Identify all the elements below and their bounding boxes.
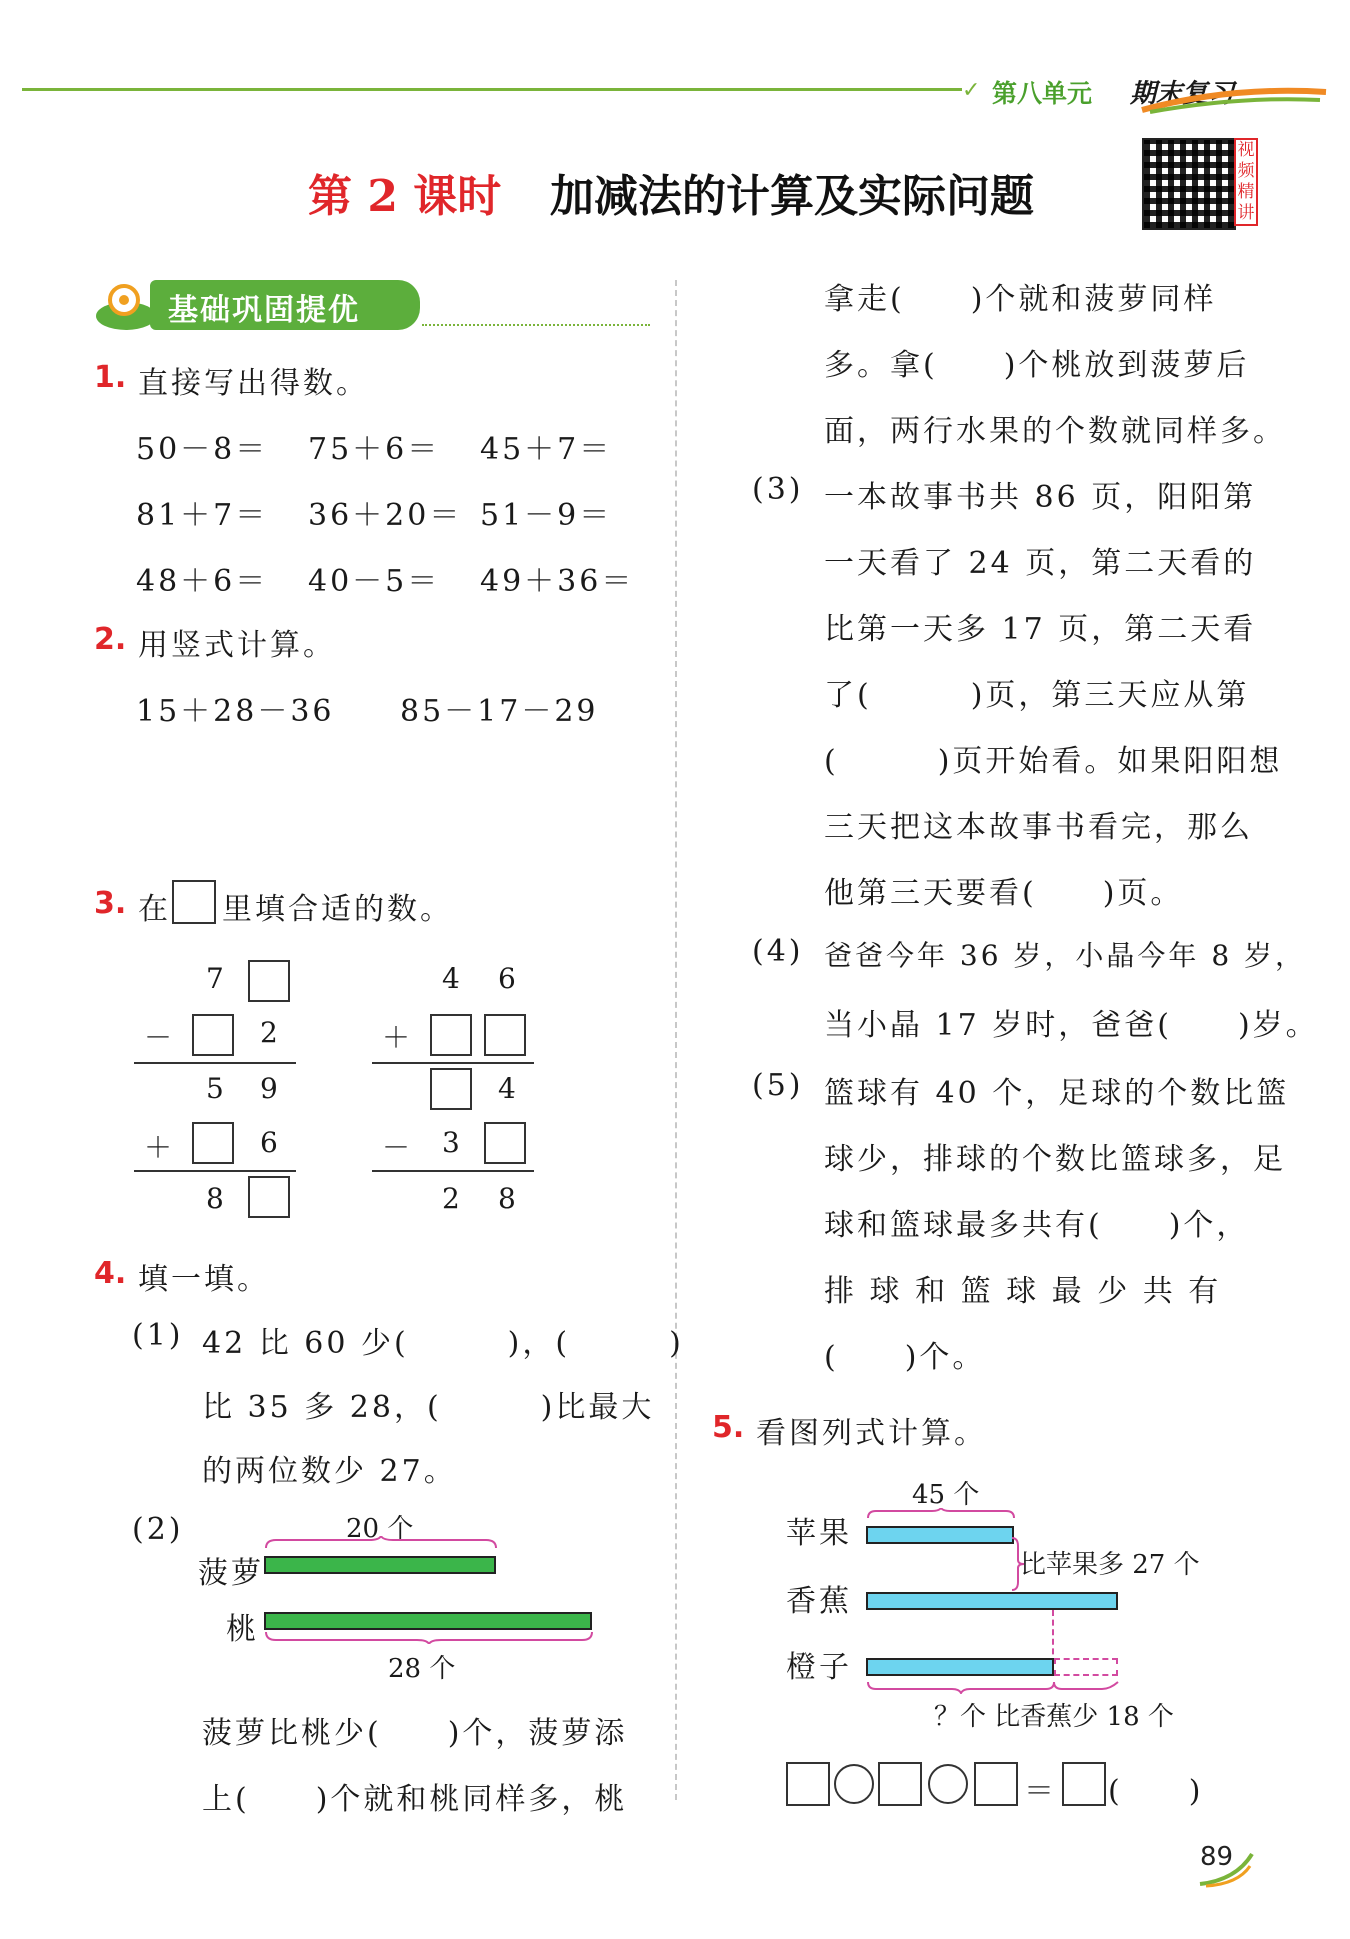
q1-r3c2: 40－5＝ [308,564,441,599]
q4-p5-line2: 球少，排球的个数比篮球多，足 [824,1142,1286,1177]
q4-p2-top-label: 20 个 [346,1514,414,1544]
q3r-r2-box-a[interactable] [430,1014,472,1056]
q4-p2-pineapple-bar [264,1556,496,1574]
q1-number: 1. [94,360,127,395]
q4-p1-line2: 比 35 多 28，( )比最大 [202,1390,655,1425]
q3l-op2: ＋ [144,1131,173,1164]
qr-tag [1234,138,1258,226]
q4-number: 4. [94,1256,127,1291]
q3r-rule-1 [372,1062,534,1064]
q4-p1-line3: 的两位数少 27。 [202,1454,457,1489]
q5-banana-bar [866,1592,1118,1610]
qr-tag-label: 视频精讲 [1237,140,1255,223]
footer-swoosh-icon [1196,1850,1256,1890]
header-swoosh-icon [1140,86,1330,114]
header-rule [22,88,962,91]
q5-top-label: 45 个 [912,1480,980,1510]
q2-prompt: 用竖式计算。 [138,628,336,663]
q5-number: 5. [712,1410,745,1445]
q4-prompt: 填一填。 [138,1262,270,1297]
q4-p5-line5: ( )个。 [824,1340,986,1375]
q4-p4-label: (4) [752,934,804,969]
q1-r3c1: 48＋6＝ [136,564,269,599]
q5-eq-equals: ＝ [1024,1774,1057,1809]
q3r-op1: ＋ [382,1021,411,1054]
q2-expr-2: 85－17－29 [400,694,599,729]
q3-prompt-box [172,880,216,924]
q3l-r5-box[interactable] [248,1176,290,1218]
q5-banana-dash [1052,1610,1054,1664]
q2-number: 2. [94,622,127,657]
q3r-r1-digit-b: 6 [498,962,516,995]
q4-p1-line1: 42 比 60 少( )，( ) [202,1326,684,1361]
q4-p2-line2: 上( )个就和桃同样多，桃 [202,1782,628,1817]
section-dotted-rule [422,324,650,326]
q5-eq-box-4[interactable] [1062,1762,1106,1806]
q4-p2-line4: 多。拿( )个桃放到菠萝后 [824,348,1250,383]
q1-r1c1: 50－8＝ [136,432,269,467]
q4-p4-line2: 当小晶 17 岁时，爸爸( )岁。 [824,1008,1319,1043]
q5-prompt: 看图列式计算。 [756,1416,987,1451]
q5-eq-box-1[interactable] [786,1762,830,1806]
q1-r2c1: 81＋7＝ [136,498,269,533]
q3r-rule-2 [372,1170,534,1172]
q4-p5-label: (5) [752,1068,804,1103]
q5-eq-box-2[interactable] [878,1762,922,1806]
q3l-r1-digit: 7 [206,962,224,995]
q4-p3-line1: 一本故事书共 86 页，阳阳第 [824,480,1257,515]
section-label: 基础巩固提优 [168,293,360,328]
q4-p4-line1: 爸爸今年 36 岁，小晶今年 8 岁， [824,939,1307,972]
q3r-r4-box[interactable] [484,1122,526,1164]
unit-label: 第八单元 [992,79,1093,108]
q3l-r3-digit-a: 5 [206,1072,224,1105]
header-arrow-icon: ✓ [962,78,981,103]
q3r-r4-digit: 3 [442,1126,460,1159]
q5-row1-label: 苹果 [786,1516,852,1551]
q4-p3-line7: 他第三天要看( )页。 [824,876,1184,911]
q3l-rule-2 [134,1170,296,1172]
q4-p3-line2: 一天看了 24 页，第二天看的 [824,546,1257,581]
q4-p3-label: (3) [752,472,804,507]
q4-p2-line5: 面，两行水果的个数就同样多。 [824,414,1286,449]
q3r-r3-digit: 4 [498,1072,516,1105]
q4-p3-line3: 比第一天多 17 页，第二天看 [824,612,1257,647]
q4-p1-label: (1) [132,1318,184,1353]
q3r-r1-digit-a: 4 [442,962,460,995]
q4-p2-bottom-label: 28 个 [388,1654,456,1684]
column-divider [675,280,677,1800]
q2-expr-1: 15＋28－36 [136,694,335,729]
lesson-number: 第 2 课时 [308,171,502,222]
q3-number: 3. [94,886,127,921]
q4-p2-line1: 菠萝比桃少( )个，菠萝添 [202,1716,628,1751]
q4-p3-line4: 了( )页，第三天应从第 [824,678,1250,713]
page-number: 89 [1200,1842,1234,1872]
lesson-title: 加减法的计算及实际问题 [550,171,1034,222]
review-label: 期末复习 [1130,79,1235,109]
q3l-r4-box[interactable] [192,1122,234,1164]
q3l-rule-1 [134,1062,296,1064]
q3r-op2: － [382,1131,411,1164]
q5-eq-circle-2[interactable] [928,1764,968,1804]
q4-p3-line6: 三天把这本故事书看完，那么 [824,810,1253,845]
q5-row2-label: 香蕉 [786,1584,852,1619]
q1-prompt: 直接写出得数。 [138,366,369,401]
q3r-r2-box-b[interactable] [484,1014,526,1056]
q3-prompt-post: 里填合适的数。 [222,892,453,927]
q4-p2-bottom-brace [264,1630,594,1644]
q1-r3c3: 49＋36＝ [480,564,635,599]
q4-p3-line5: ( )页开始看。如果阳阳想 [824,744,1283,779]
q4-p5-line3: 球和篮球最多共有( )个， [824,1208,1250,1243]
q4-p2-top-brace [264,1536,498,1550]
q1-r1c3: 45＋7＝ [480,432,613,467]
q4-p2-row1-label: 菠萝 [198,1556,264,1591]
q4-p2-row2-label: 桃 [226,1612,259,1647]
q5-eq-circle-1[interactable] [834,1764,874,1804]
q5-eq-suffix: ( ) [1108,1774,1204,1809]
q5-row3-label: 橙子 [786,1650,852,1685]
q3l-r4-digit: 6 [260,1126,278,1159]
q5-bottom-brace [866,1680,1122,1694]
q3r-r5-digit-b: 8 [498,1182,516,1215]
q4-p2-peach-bar [264,1612,592,1630]
q3l-r5-digit: 8 [206,1182,224,1215]
q3l-r2-digit: 2 [260,1016,278,1049]
q1-r1c2: 75＋6＝ [308,432,441,467]
q4-p2-label: (2) [132,1512,184,1547]
q1-r2c3: 51－9＝ [480,498,613,533]
qr-code-icon[interactable] [1142,138,1236,230]
q3r-r3-box[interactable] [430,1068,472,1110]
q4-p5-line4: 排 球 和 篮 球 最 少 共 有 [824,1274,1222,1309]
q4-p5-line1: 篮球有 40 个，足球的个数比篮 [824,1076,1290,1111]
q3l-r2-box[interactable] [192,1014,234,1056]
q5-more-label: 比苹果多 27 个 [1020,1550,1200,1580]
q5-orange-bar [866,1658,1054,1676]
q3r-r5-digit-a: 2 [442,1182,460,1215]
q5-orange-dashed-box [1054,1658,1118,1676]
q1-r2c2: 36＋20＝ [308,498,463,533]
q3l-r3-digit-b: 9 [260,1072,278,1105]
q5-top-brace [866,1508,1016,1520]
q3l-op1: － [144,1021,173,1054]
q5-bottom-label: ？个 比香蕉少 18 个 [934,1702,1174,1732]
q5-apple-bar [866,1526,1014,1544]
q4-p2-line3: 拿走( )个就和菠萝同样 [824,282,1217,317]
q5-eq-box-3[interactable] [974,1762,1018,1806]
q3-prompt-pre: 在 [138,892,171,927]
q3l-r1-box[interactable] [248,960,290,1002]
